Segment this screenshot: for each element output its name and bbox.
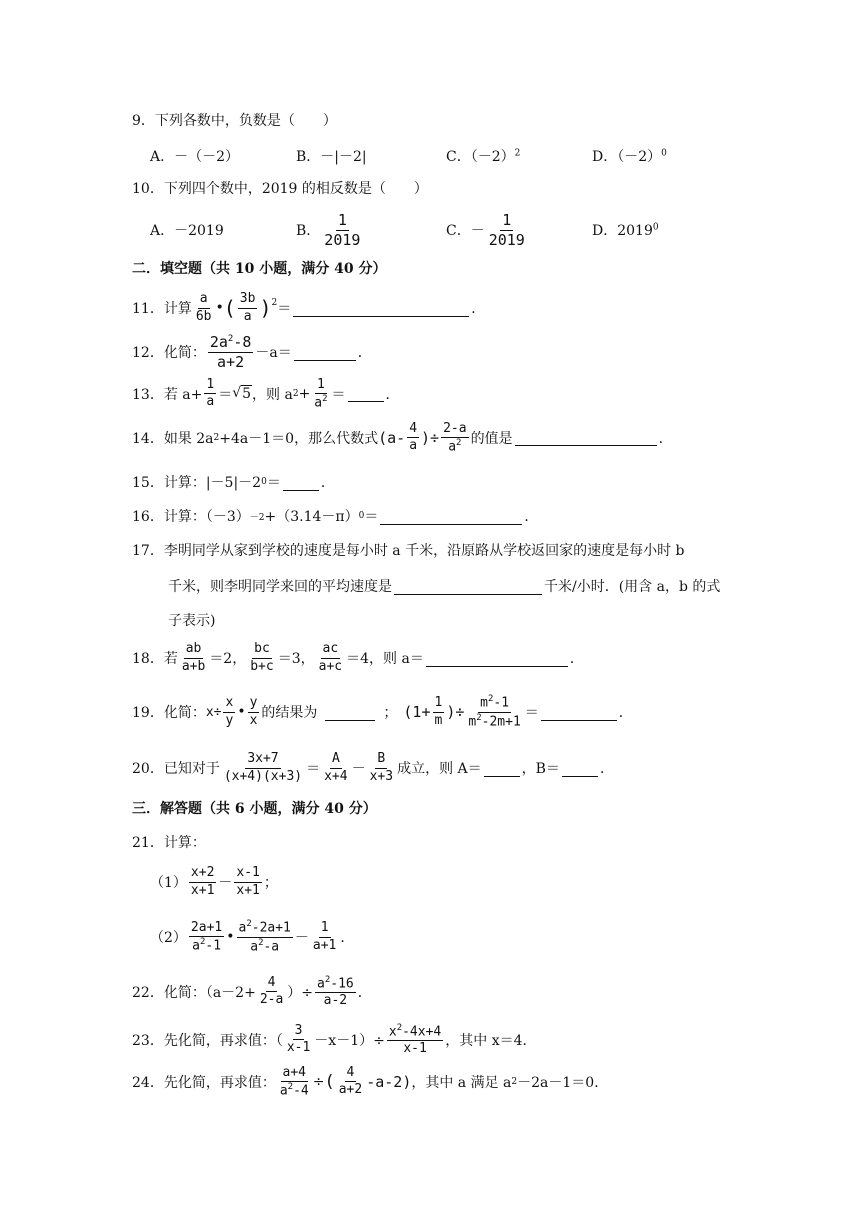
fraction: $\frac{bc}{b+c}$ [250,641,274,674]
option-a[interactable]: A．－2019 [150,223,224,239]
fraction: $\frac{x}{y}$ [225,695,234,728]
question-10-options [0,208,860,252]
fraction: $\frac{A}{x+4}$ [324,751,348,784]
answer-blank[interactable] [348,385,384,402]
answer-blank[interactable] [426,650,568,667]
question-18: 18． 若 $\frac{ab}{a+b}$ ＝2， $\frac{bc}{b+c}$ ＝3， $\frac{ac}{a+c}$ ＝4，则 a＝ ． [132,641,584,674]
question-13: 13． 若 a+ $\frac{1}{a}$ ＝ √ 5 ，则 a 2 + $\frac{1}{a^2}$ ＝ ． [132,376,400,411]
answer-blank[interactable] [394,578,542,595]
question-14: 14． 如果 2a 2 +4a－1＝0，那么代数式 (a- $\frac{4}{a}$ )÷ $\frac{2-a}{a^2}$ 的值是 ． [132,420,673,455]
fraction: $\frac{1}{2019}$ [488,211,525,249]
fraction: $\frac{4}{a+2}$ [338,1065,363,1098]
option-d[interactable]: D．2019$^0$ [592,222,659,239]
fraction: $\frac{y}{x}$ [249,695,258,728]
fraction: $\frac{x-1}{x+1}$ [236,865,260,898]
question-10-stem: 10．下列四个数中，2019 的相反数是（ ） [132,181,428,197]
fraction: $\frac{m^2-1}{m^2-2m+1}$ [468,693,521,729]
answer-blank-a[interactable] [484,760,520,777]
fraction: $\frac{1}{m}$ [434,695,443,728]
fraction: $\frac{3x+7}{(x+4)(x+3)}$ [223,751,303,784]
fraction: $\frac{a+4}{a^2-4}$ [279,1064,309,1099]
answer-blank[interactable] [294,344,356,361]
option-c[interactable]: C．$(-2)^2$ [446,148,521,165]
fraction: $\frac{1}{a+1}$ [312,920,337,953]
question-21-part-2: （2） $\frac{2a+1}{a^2-1}$ • $\frac{a^2-2a+1}{a^2-a}$ － $\frac{1}{a+1}$ ． [150,918,355,954]
answer-blank[interactable] [283,474,319,491]
option-d[interactable]: D．$(-2)^0$ [592,148,667,165]
question-9-stem: 9．下列各数中，负数是（ ） [132,113,337,129]
fraction: $\frac{3b}{a}$ [239,291,256,324]
fraction: $\frac{1}{2019}$ [324,211,361,249]
sqrt-expression: √ 5 [232,385,252,403]
fraction: $\frac{4}{2-a}$ [259,975,284,1008]
question-17-line-3: 子表示) [168,613,216,629]
fraction: $\frac{a}{6b}$ [195,291,212,324]
fraction: $\frac{B}{x+3}$ [369,751,394,784]
question-23: 23． 先化简，再求值：（ $\frac{3}{x-1}$ －x－1）÷ $\frac{x^2-4x+4}{x-1}$ ，其中 x＝4． [132,1022,537,1057]
fraction: $\frac{4}{a}$ [409,421,418,454]
fraction: $\frac{2a^2-8}{a+2}$ [209,333,252,371]
question-19: 19． 化简： x÷ $\frac{x}{y}$ • $\frac{y}{x}$ 的结果为 ； (1+ $\frac{1}{m}$ )÷ $\frac{m^2-1}{m^2-2m+1}$ ＝ ． [132,693,633,729]
question-22: 22． 化简：（a－2+ $\frac{4}{2-a}$ ）÷ $\frac{a^2-16}{a-2}$ ． [132,974,372,1009]
question-9 [0,102,860,138]
section-2-heading: 二．填空题（共 10 小题，满分 40 分） [132,261,387,277]
question-16: 16． 计算：（－3） －2 +（3.14－π） 0 ＝ ． [132,509,539,525]
fraction: $\frac{ab}{a+b}$ [181,641,206,674]
question-21: 21．计算： [132,835,206,851]
section-3-heading: 三．解答题（共 6 小题，满分 40 分） [132,801,377,817]
fraction: $\frac{x+2}{x+1}$ [190,865,215,898]
answer-blank[interactable] [293,300,469,317]
answer-blank[interactable] [515,429,657,446]
question-10 [0,170,860,206]
question-24: 24． 先化简，再求值： $\frac{a+4}{a^2-4}$ ÷ ( $\frac{4}{a+2}$ -a-2) ，其中 a 满足 a 2 －2a－1＝0． [132,1064,609,1099]
answer-blank-b[interactable] [562,760,598,777]
option-b[interactable]: B． $\frac{1}{2019}$ [296,211,361,249]
question-12: 12． 化简： $\frac{2a^2-8}{a+2}$ －a＝ ． [132,333,372,371]
question-9-options [0,138,860,174]
fraction: $\frac{2-a}{a^2}$ [443,420,467,455]
option-a[interactable]: A．－（－2） [150,149,240,165]
fraction: $\frac{1}{a}$ [206,377,215,410]
option-c[interactable]: C．－ $\frac{1}{2019}$ [446,211,525,249]
fraction: $\frac{2a+1}{a^2-1}$ [190,919,223,954]
question-17-line-2: 千米，则李明同学来回的平均速度是 千米/小时．(用含 a，b 的式 [168,579,721,595]
question-20: 20． 已知对于 $\frac{3x+7}{(x+4)(x+3)}$ ＝ $\frac{A}{x+4}$ － $\frac{B}{x+3}$ 成立，则 A＝ ，B＝ ． [132,751,614,784]
question-15: 15． 计算：|－5|－2 0 ＝ ． [132,475,335,491]
fraction: $\frac{ac}{a+c}$ [318,641,343,674]
question-17-line-1: 17．李明同学从家到学校的速度是每小时 a 千米，沿原路从学校返回家的速度是每小时 b [132,543,685,559]
fraction: $\frac{3}{x-1}$ [286,1023,311,1056]
answer-blank[interactable] [325,704,375,721]
answer-blank[interactable] [380,508,522,525]
question-21-part-1: （1） $\frac{x+2}{x+1}$ － $\frac{x-1}{x+1}$ ； [150,865,278,898]
fraction: $\frac{a^2-2a+1}{a^2-a}$ [238,918,291,954]
answer-blank[interactable] [541,704,617,721]
option-b[interactable]: B．－|－2| [296,149,367,165]
fraction: $\frac{x^2-4x+4}{x-1}$ [388,1022,442,1057]
question-11: 11． 计算 $\frac{a}{6b}$ • ( $\frac{3b}{a}$ ) $^2$ ＝ ． [132,291,486,324]
fraction: $\frac{a^2-16}{a-2}$ [317,974,354,1009]
fraction: $\frac{1}{a^2}$ [314,376,328,411]
